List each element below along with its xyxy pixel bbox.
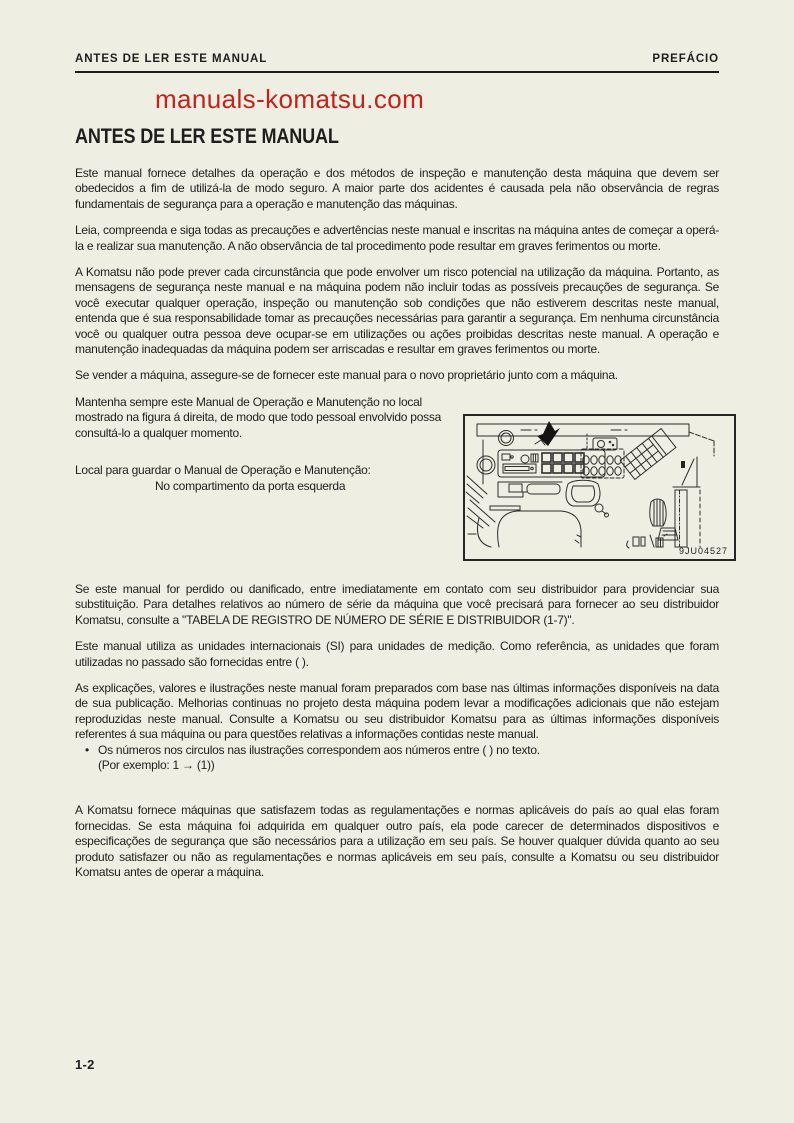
bullet-icon: •	[85, 742, 89, 757]
body-paragraph: Se este manual for perdido ou danificado, entre imediatamente em contato com seu distribuidor para providenciar sua substituição. Para detalhes relativos ao número de série da máquina que você precisará para fornecer ao seu distribuidor Komatsu, consulte a "TABELA DE REGISTRO DE NÚMERO DE SÉRIE E DISTRIBUIDOR (1-7)".	[75, 581, 719, 627]
figure-side-text	[75, 395, 457, 494]
body-column	[75, 166, 728, 891]
body-paragraph: As explicações, valores e ilustrações neste manual foram preparados com base nas últimas informações disponíveis na data de sua publicação. Melhorias continuas no projeto desta máquina podem levar a modificações adicionais que não estejam reproduzidas neste manual. Consulte a Komatsu ou seu distribuidor Komatsu para as últimas informações disponíveis referentes á sua máquina ou para questões relativas a informações contidas neste manual.	[75, 680, 719, 742]
note-item	[75, 743, 719, 758]
figure-code: 9JU04527	[678, 545, 728, 556]
note-example: (Por exemplo: 1 → (1))	[98, 757, 215, 772]
header-section-title: ANTES DE LER ESTE MANUAL	[75, 53, 268, 65]
figure-instruction: Mantenha sempre este Manual de Operação e Manutenção no local mostrado na figura á direita, de modo que todo pessoal envolvido possa consultá-lo a qualquer momento.	[75, 394, 442, 440]
storage-location-label: Local para guardar o Manual de Operação e Manutenção:	[75, 463, 371, 478]
intro-paragraph: Este manual fornece detalhes da operação e dos métodos de inspeção e manutenção desta máquina que devem ser obedecidos a fim de utilizá-la de modo seguro. A maior parte dos acidentes é causada pela não observância de regras fundamentais de segurança para a operação e manutenção das máquinas.	[75, 166, 719, 211]
body-paragraph: Este manual utiliza as unidades internacionais (SI) para unidades de medição. Como referência, as unidades que foram utilizadas no passado são fornecidas entre ( ).	[75, 639, 719, 669]
intro-paragraph: Leia, compreenda e siga todas as precauções e advertências neste manual e inscritas na máquina antes de começar a operá-la e realizar sua manutenção. A não observância de tal procedimento pode resultar em graves ferimentos ou morte.	[75, 223, 719, 253]
watermark-url: manuals-komatsu.com	[155, 84, 425, 114]
note-text: Os números nos circulos nas ilustrações correspondem aos números entre ( ) no texto.	[98, 742, 540, 757]
page-title: ANTES DE LER ESTE MANUAL	[75, 125, 339, 148]
header-chapter-title: PREFÁCIO	[652, 53, 719, 65]
storage-location-value: No compartimento da porta esquerda	[155, 478, 346, 493]
location-arrow-icon	[537, 421, 560, 446]
cab-illustration-frame	[463, 414, 736, 561]
page-number: 1-2	[75, 1057, 95, 1072]
intro-paragraph: A Komatsu não pode prever cada circunstância que pode envolver um risco potencial na utilização da máquina. Portanto, as mensagens de segurança neste manual e na máquina podem não incluir todas as possíveis precauções de segurança. Se você executar qualquer operação, inspeção ou manutenção sob condições que não estiverem descritas neste manual, entenda que é sua responsabilidade tomar as precauções necessárias para garantir a segurança. Em nenhuma circunstância você ou qualquer outra pessoa deve ocupar-se em utilizações ou ações proibidas descritas neste manual. A operação e manutenção inadequadas da máquina podem ser arriscadas e resultar em graves ferimentos ou morte.	[75, 265, 719, 357]
header-rule	[75, 71, 719, 73]
cab-interior-illustration	[465, 416, 734, 559]
intro-paragraph: Se vender a máquina, assegure-se de fornecer este manual para o novo proprietário junto com a máquina.	[75, 368, 618, 383]
final-paragraph: A Komatsu fornece máquinas que satisfazem todas as regulamentações e normas aplicáveis do país ao qual elas foram fornecidas. Se esta máquina foi adquirida em qualquer outro país, ela pode carecer de determinados dispositivos e especificações de segurança que são necessários para a utilização em seu país. Se houver qualquer dúvida quanto ao seu produto satisfazer ou não as regulamentações e normas aplicáveis em seu país, consulte a Komatsu ou seu distribuidor Komatsu antes de operar a máquina.	[75, 803, 719, 879]
running-header	[75, 53, 719, 65]
figure-section	[75, 394, 728, 582]
storage-location	[75, 463, 457, 494]
